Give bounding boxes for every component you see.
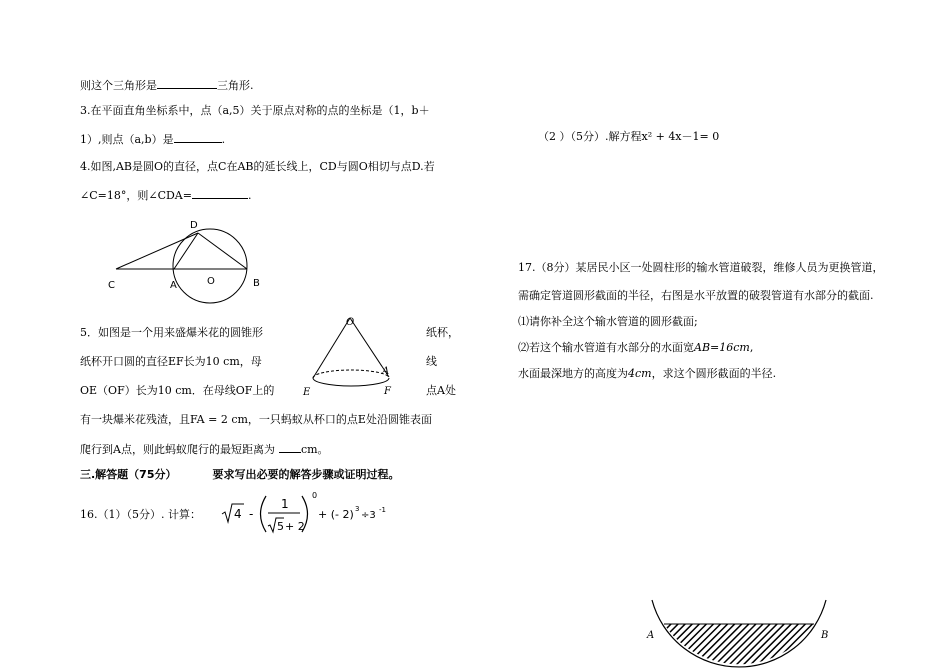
question-16-1-label: 16.（1）（5分）. 计算： bbox=[80, 508, 201, 521]
question-5-row1a: 5．如图是一个用来盛爆米花的圆锥形 bbox=[80, 326, 263, 339]
text-segment: ∠C=18°，则∠CDA= bbox=[80, 189, 192, 202]
question-17-line1: 17.（8分）某居民小区一处圆柱形的输水管道破裂，维修人员为更换管道， bbox=[518, 261, 884, 274]
label-b: B bbox=[821, 630, 829, 641]
question-5-row3a: OE（OF）长为10 cm．在母线OF上的 bbox=[80, 384, 275, 397]
text-segment: cm。 bbox=[300, 443, 329, 456]
label-d: D bbox=[190, 220, 198, 231]
label-o: O bbox=[207, 276, 215, 287]
water-region bbox=[664, 624, 814, 664]
question-5-row1b: 纸杯， bbox=[426, 326, 459, 339]
text-segment: 1）,则点（a,b）是 bbox=[80, 133, 174, 146]
label-a: A bbox=[170, 280, 177, 291]
text-segment: , bbox=[749, 341, 754, 354]
question-17-line2: 需确定管道圆形截面的半径，右图是水平放置的破裂管道有水部分的截面. bbox=[518, 289, 874, 302]
fraction-numerator: 1 bbox=[281, 497, 289, 511]
math-value: 4cm bbox=[628, 367, 652, 380]
text-segment: 三角形. bbox=[217, 79, 254, 92]
minus-sign: - bbox=[249, 507, 254, 521]
sqrt-arg: 4 bbox=[234, 507, 242, 521]
label-a: A bbox=[647, 630, 655, 641]
den-root-arg: 5 bbox=[277, 520, 284, 533]
text-segment: ⑵若这个输水管道有水部分的水面宽 bbox=[518, 341, 694, 354]
question-3-line1: 3.在平面直角坐标系中，点（a,5）关于原点对称的点的坐标是（1，b＋ bbox=[80, 104, 430, 117]
question-17-sub1: ⑴请你补全这个输水管道的圆形截面; bbox=[518, 315, 698, 328]
label-b: B bbox=[253, 278, 260, 289]
label-e: E bbox=[303, 387, 311, 398]
label-a: A bbox=[382, 366, 390, 377]
den-plus: + 2 bbox=[285, 520, 305, 533]
text-segment: . bbox=[221, 133, 226, 146]
section-note: 要求写出必要的解答步骤或证明过程。 bbox=[212, 468, 400, 481]
divide-term: ÷3 bbox=[361, 510, 376, 521]
question-5-row2a: 纸杯开口圆的直径EF长为10 cm，母 bbox=[80, 355, 262, 368]
label-c: C bbox=[108, 280, 115, 291]
label-o: O bbox=[346, 317, 355, 328]
label-f: F bbox=[384, 386, 391, 397]
plus-term: + (- 2) bbox=[318, 508, 354, 521]
question-4-line1: 4.如图,AB是圆O的直径，点C在AB的延长线上，CD与圆O相切与点D.若 bbox=[80, 160, 435, 173]
text-segment: 水面最深地方的高度为 bbox=[518, 367, 628, 380]
question-5-row2b: 线 bbox=[426, 355, 437, 368]
text-segment: 则这个三角形是 bbox=[80, 79, 157, 92]
question-5-row3b: 点A处 bbox=[426, 384, 456, 397]
question-5-row4: 有一块爆米花残渣，且FA = 2 cm，一只蚂蚁从杯口的点E处沿圆锥表面 bbox=[80, 413, 432, 426]
section-title: 三.解答题（75分） bbox=[80, 468, 177, 481]
text-segment: ，求这个圆形截面的半径. bbox=[651, 367, 777, 380]
exponent-neg-one: -1 bbox=[379, 506, 386, 514]
exponent-three: 3 bbox=[355, 505, 360, 513]
text-segment: . bbox=[247, 189, 252, 202]
exponent-zero: 0 bbox=[312, 491, 318, 500]
text-segment: 爬行到A点，则此蚂蚁爬行的最短距离为 bbox=[80, 443, 275, 456]
question-16-2: （2 ）（5分）.解方程x² + 4x－1= 0 bbox=[538, 130, 720, 143]
math-value: AB=16cm bbox=[694, 341, 750, 354]
